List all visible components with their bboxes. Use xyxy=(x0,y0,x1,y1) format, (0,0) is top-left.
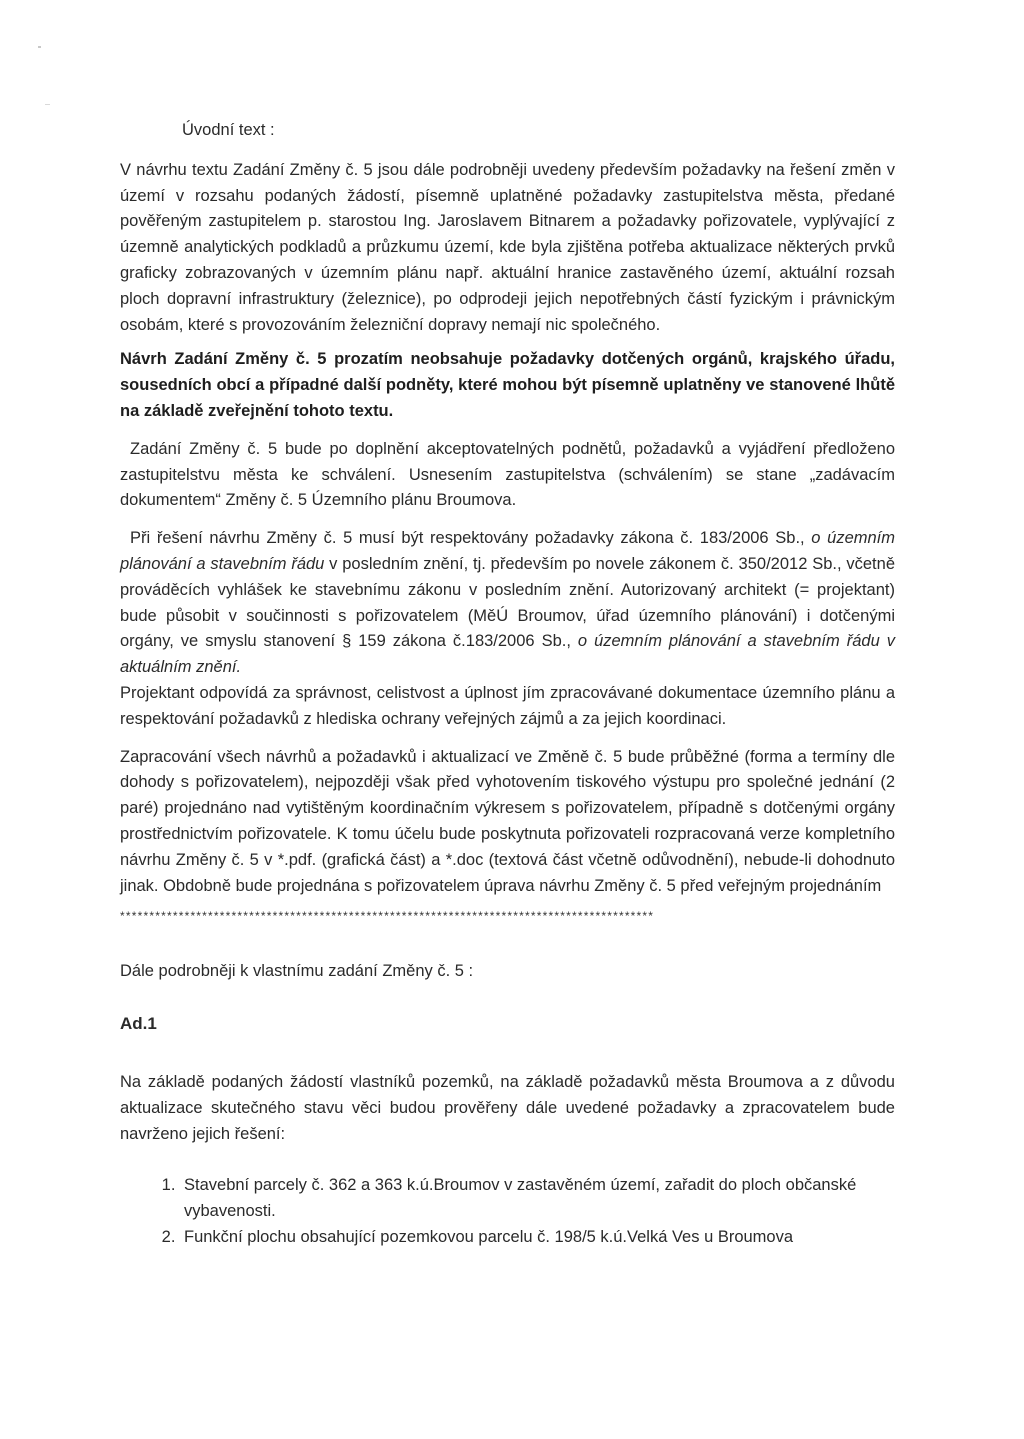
requirements-list xyxy=(120,1173,895,1250)
scan-speck xyxy=(38,46,41,48)
intro-heading: Úvodní text : xyxy=(182,121,275,139)
scan-speck xyxy=(45,104,50,105)
paragraph-approval: Zadání Změny č. 5 bude po doplnění akceptovatelných podnětů, požadavků a vyjádření předloženo zastupitelstvu města ke schválení. Usnesením zastupitelstva (schválením) se stane „zadávacím dokumentem“ Změny č. 5 Územního plánu Broumova. xyxy=(120,439,895,510)
paragraph-legal xyxy=(120,526,895,681)
ad-heading: Ad.1 xyxy=(120,1014,157,1034)
list-item: 1. Stavební parcely č. 362 a 363 k.ú.Broumov v zastavěném území, zařadit do ploch občanské vybavenosti. xyxy=(180,1173,895,1225)
paragraph-coordination: Zapracování všech návrhů a požadavků i aktualizací ve Změně č. 5 bude průběžné (forma a termíny dle dohody s pořizovatelem), nejpozději však před vyhotovením tiskového výstupu pro společné jednání (2 paré) projednáno nad vytištěným koordinačním výkresem s pořizovatelem, případně s dotčenými orgány prostřednictvím pořizovatele. K tomu účelu bude poskytnuta pořizovateli rozpracovaná verze kompletního návrhu Změny č. 5 v *.pdf. (grafická část) a *.doc (textová část včetně odůvodnění), nebude-li dohodnuto jinak. Obdobně bude projednána s pořizovatelem úprava návrhu Změny č. 5 před veřejným projednáním xyxy=(120,747,895,895)
paragraph-notice-bold: Návrh Zadání Změny č. 5 prozatím neobsahuje požadavky dotčených orgánů, krajského úřadu, sousedních obcí a případné další podněty, které mohou být písemně uplatněny ve stanovené lhůtě na základě zveřejnění tohoto textu. xyxy=(120,350,895,420)
asterisk-separator: ******************************************************************************************* xyxy=(120,909,655,924)
paragraph-responsibility: Projektant odpovídá za správnost, celistvost a úplnost jím zpracovávané dokumentace územního plánu a respektování požadavků z hlediska ochrany veřejných zájmů a za jejich koordinaci. xyxy=(120,683,895,728)
legal-text-2: v posledním znění, tj. především po novele zákonem č. 350/2012 Sb., včetně prováděcích vyhlášek ke stavebnímu zákonu v posledním znění. Autorizovaný architekt (= projektant) bude působit v součinnosti s pořizovatelem (MěÚ Broumov, úřad územního plánování) i dotčenými orgány, ve smyslu stanovení § 159 zákona č.183/2006 Sb., xyxy=(120,554,895,651)
ad-intro: Na základě podaných žádostí vlastníků pozemků, na základě požadavků města Broumova a z důvodu aktualizace skutečného stavu věci budou prověřeny dále uvedené požadavky a zpracovatelem bude navrženo jejich řešení: xyxy=(120,1072,895,1143)
list-item: 2. Funkční plochu obsahující pozemkovou parcelu č. 198/5 k.ú.Velká Ves u Broumova xyxy=(180,1225,895,1251)
document-body xyxy=(120,118,895,1251)
paragraph-scope: V návrhu textu Zadání Změny č. 5 jsou dále podrobněji uvedeny především požadavky na řešení změn v území v rozsahu podaných žádostí, písemně uplatněné požadavky zastupitelstva města, předané pověřeným zastupitelem p. starostou Ing. Jaroslavem Bitnarem a požadavky pořizovatele, vyplývající z územně analytických podkladů a průzkumu území, kde byla zjištěna potřeba aktualizace některých prvků graficky zobrazovaných v územním plánu např. aktuální hranice zastavěného území, aktuální rozsah ploch dopravní infrastruktury (železnice), po odprodeji jejich nepotřebných částí fyzickým i právnickým osobám, které s provozováním železniční dopravy nemají nic společného. xyxy=(120,160,895,334)
law-title-italic-2: o územním plánování a stavebním řádu v aktuálním znění. xyxy=(120,632,895,677)
legal-text-1: Při řešení návrhu Změny č. 5 musí být respektovány požadavky zákona č. 183/2006 Sb., xyxy=(130,529,812,548)
further-heading: Dále podrobněji k vlastnímu zadání Změny č. 5 : xyxy=(120,962,474,981)
law-title-italic: o územním plánování a stavebním řádu xyxy=(120,529,895,573)
